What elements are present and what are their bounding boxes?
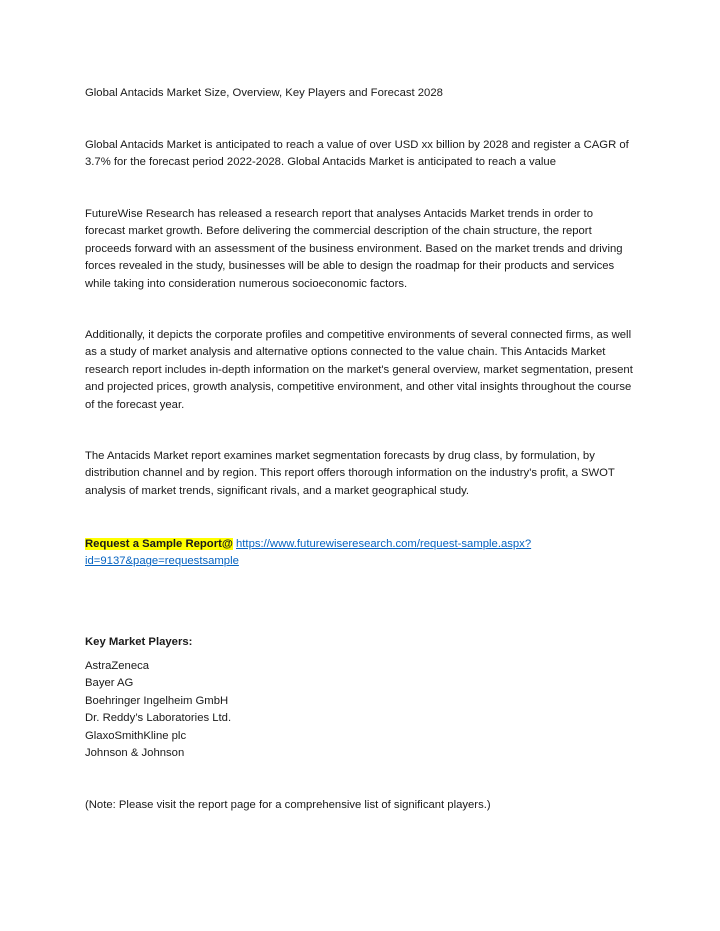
research-paragraph: FutureWise Research has released a research report that analyses Antacids Market trends in order to forecast market growth. Before delivering the commercial description of the chain structure, the report proceeds forward with an assessment of the business environment. Based on the market trends and driving forces revealed in the study, businesses will be able to design the roadmap for their products and services while taking into consideration numerous socioeconomic factors. <box>85 208 623 290</box>
list-item: Dr. Reddy’s Laboratories Ltd. <box>85 712 232 725</box>
list-item: Johnson & Johnson <box>85 747 185 760</box>
intro-paragraph: Global Antacids Market is anticipated to reach a value of over USD xx billion by 2028 and register a CAGR of 3.7% for the forecast period 2022-2028. Global Antacids Market is anticipated to reach a value <box>85 139 629 169</box>
document-title: Global Antacids Market Size, Overview, Key Players and Forecast 2028 <box>85 87 443 99</box>
profiles-paragraph: Additionally, it depicts the corporate profiles and competitive environments of several connected firms, as well as a study of market analysis and alternative options connected to the value chain. This Antacids Market research report includes in-depth information on the market's general overview, market segmentation, present and projected prices, growth analysis, competitive environment, and other vital insights throughout the course of the forecast year. <box>85 329 633 411</box>
list-item: Bayer AG <box>85 677 134 690</box>
sample-request-line <box>85 536 635 571</box>
key-players-list <box>85 658 635 762</box>
players-note: (Note: Please visit the report page for a comprehensive list of significant players.) <box>85 799 491 811</box>
segmentation-paragraph: The Antacids Market report examines market segmentation forecasts by drug class, by formulation, by distribution channel and by region. This report offers thorough information on the industry's profit, a SWOT analysis of market trends, significant rivals, and a market geographical study. <box>85 450 615 497</box>
list-item: GlaxoSmithKline plc <box>85 729 187 742</box>
list-item: Boehringer Ingelheim GmbH <box>85 694 229 707</box>
key-players-heading: Key Market Players: <box>85 636 193 648</box>
sample-request-label: Request a Sample Report@ <box>85 538 233 550</box>
list-item: AstraZeneca <box>85 660 150 672</box>
sample-request-link[interactable]: https://www.futurewiseresearch.com/request-sample.aspx?id=9137&page=requestsample <box>85 538 532 568</box>
